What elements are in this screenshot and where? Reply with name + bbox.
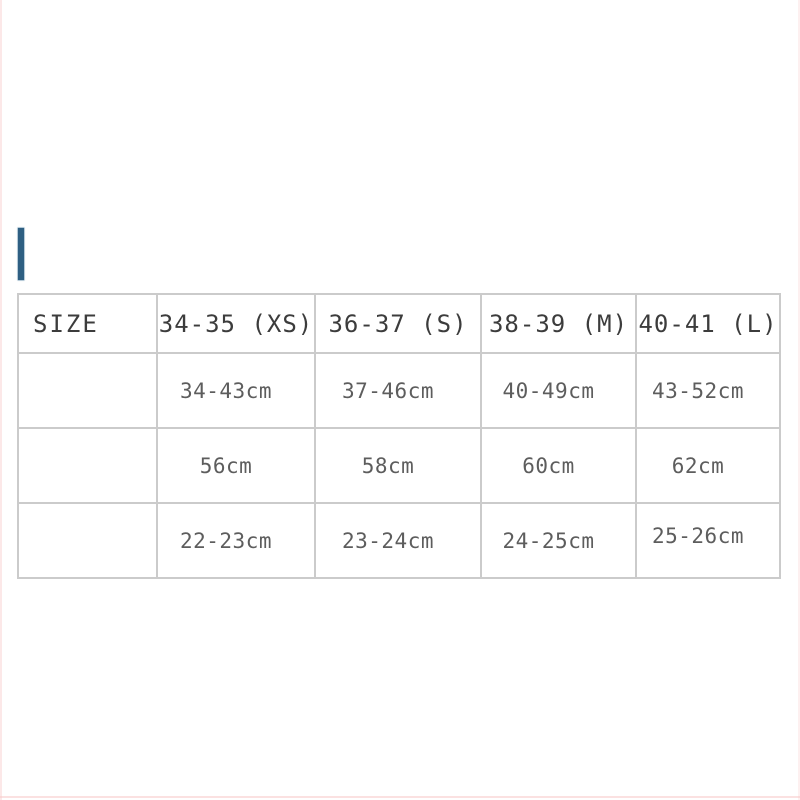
size-chart-row-3	[18, 503, 780, 578]
row-2-val-s: 58cm	[315, 428, 481, 503]
row-1-val-m: 40-49cm	[481, 353, 636, 428]
row-2-val-l: 62cm	[636, 428, 780, 503]
row-3-val-m: 24-25cm	[481, 503, 636, 578]
row-2-val-m: 60cm	[481, 428, 636, 503]
size-column-header: SIZE	[18, 294, 157, 353]
row-1-label	[18, 353, 157, 428]
column-header-l: 40-41 (L)	[636, 294, 780, 353]
size-chart-row-2	[18, 428, 780, 503]
row-1-val-s: 37-46cm	[315, 353, 481, 428]
column-header-m: 38-39 (M)	[481, 294, 636, 353]
row-3-val-s: 23-24cm	[315, 503, 481, 578]
size-chart-header-row	[18, 294, 780, 353]
row-2-val-xs: 56cm	[157, 428, 315, 503]
row-1-val-l: 43-52cm	[636, 353, 780, 428]
row-2-label	[18, 428, 157, 503]
size-chart-table	[17, 293, 781, 579]
left-edge-tint	[0, 0, 2, 800]
section-accent-bar	[18, 228, 24, 280]
column-header-s: 36-37 (S)	[315, 294, 481, 353]
row-3-label	[18, 503, 157, 578]
row-3-val-xs: 22-23cm	[157, 503, 315, 578]
bottom-edge-tint	[0, 796, 800, 798]
size-chart-row-1	[18, 353, 780, 428]
row-3-val-l: 25-26cm	[636, 503, 780, 578]
row-1-val-xs: 34-43cm	[157, 353, 315, 428]
column-header-xs: 34-35 (XS)	[157, 294, 315, 353]
